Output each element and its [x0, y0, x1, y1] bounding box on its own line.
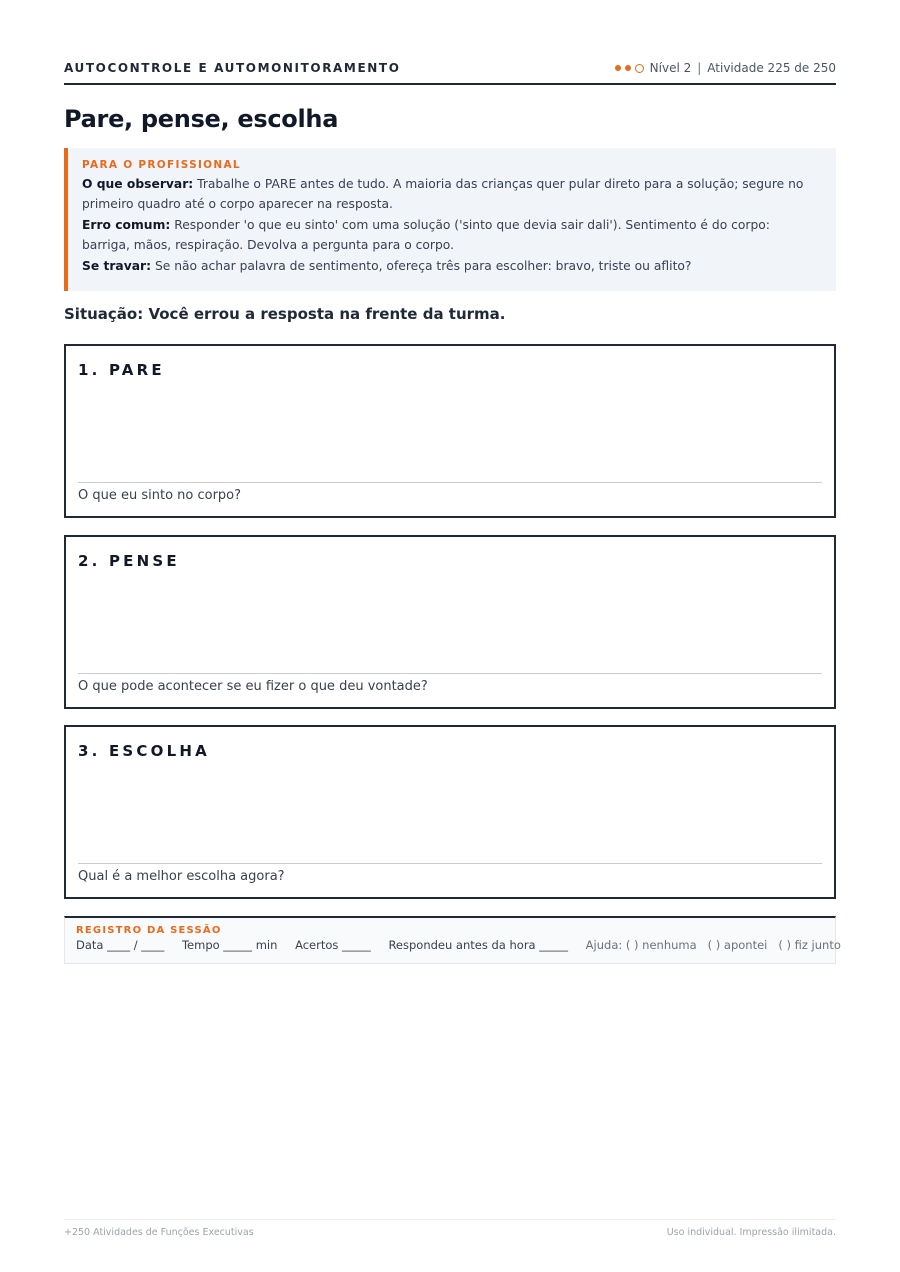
step-title: 3. ESCOLHA — [78, 742, 210, 760]
activity-counter: Atividade 225 de 250 — [707, 61, 836, 75]
session-record — [64, 916, 841, 964]
stuck-label: Se travar: — [82, 259, 152, 273]
worksheet-page — [64, 0, 841, 1272]
step-title: 2. PENSE — [78, 552, 180, 570]
stuck-text: Se não achar palavra de sentimento, ofereça três para escolher: bravo, triste ou aflito? — [154, 259, 692, 273]
error-text: Responder 'o que eu sinto' com uma solução ('sinto que devia sair dali'). Sentimento é do corpo: barriga, mãos, respiração. Devolva a pergunta para o corpo. — [82, 218, 770, 252]
footer-license: Uso individual. Impressão ilimitada. — [666, 1227, 836, 1238]
answer-line — [78, 863, 822, 864]
session-fields — [76, 938, 841, 952]
level-dot-filled-icon — [615, 65, 621, 71]
answer-line — [78, 482, 822, 483]
step-prompt: Qual é a melhor escolha agora? — [78, 869, 285, 884]
error-label: Erro comum: — [82, 218, 171, 232]
situation-text: Situação: Você errou a resposta na frente da turma. — [64, 305, 506, 323]
session-help-options[interactable]: Ajuda: ( ) nenhuma ( ) apontei ( ) fiz junto — [585, 938, 841, 952]
page-title: Pare, pense, escolha — [64, 105, 339, 133]
professional-label: PARA O PROFISSIONAL — [82, 159, 241, 171]
stuck-note — [82, 256, 820, 276]
session-label: REGISTRO DA SESSÃO — [76, 925, 222, 936]
step-box-choose[interactable] — [64, 725, 836, 899]
session-hits-field[interactable]: Acertos _____ — [295, 938, 371, 952]
session-time-field[interactable]: Tempo _____ min — [181, 938, 278, 952]
subject-heading: AUTOCONTROLE E AUTOMONITORAMENTO — [64, 61, 401, 75]
step-title: 1. PARE — [78, 361, 165, 379]
step-prompt: O que eu sinto no corpo? — [78, 488, 242, 503]
footer-brand: +250 Atividades de Funções Executivas — [64, 1227, 254, 1238]
observe-text: Trabalhe o PARE antes de tudo. A maioria das crianças quer pular direto para a solução; segure no primeiro quadro até o corpo aparecer na resposta. — [82, 177, 804, 211]
step-box-stop[interactable] — [64, 344, 836, 518]
error-note — [82, 215, 820, 255]
level-dot-filled-icon — [625, 65, 631, 71]
page-footer — [64, 1219, 836, 1238]
step-box-think[interactable] — [64, 535, 836, 709]
session-date-field[interactable]: Data ____ / ____ — [76, 938, 165, 952]
answer-line — [78, 673, 822, 674]
level-dot-empty-icon — [635, 64, 644, 73]
step-prompt: O que pode acontecer se eu fizer o que deu vontade? — [78, 679, 428, 694]
separator: | — [697, 61, 702, 75]
page-header — [64, 61, 836, 85]
professional-notes — [64, 148, 836, 291]
observe-label: O que observar: — [82, 177, 194, 191]
level-info — [615, 61, 836, 75]
session-answered-field[interactable]: Respondeu antes da hora _____ — [388, 938, 569, 952]
level-label: Nível 2 — [649, 61, 692, 75]
observe-note — [82, 174, 820, 214]
